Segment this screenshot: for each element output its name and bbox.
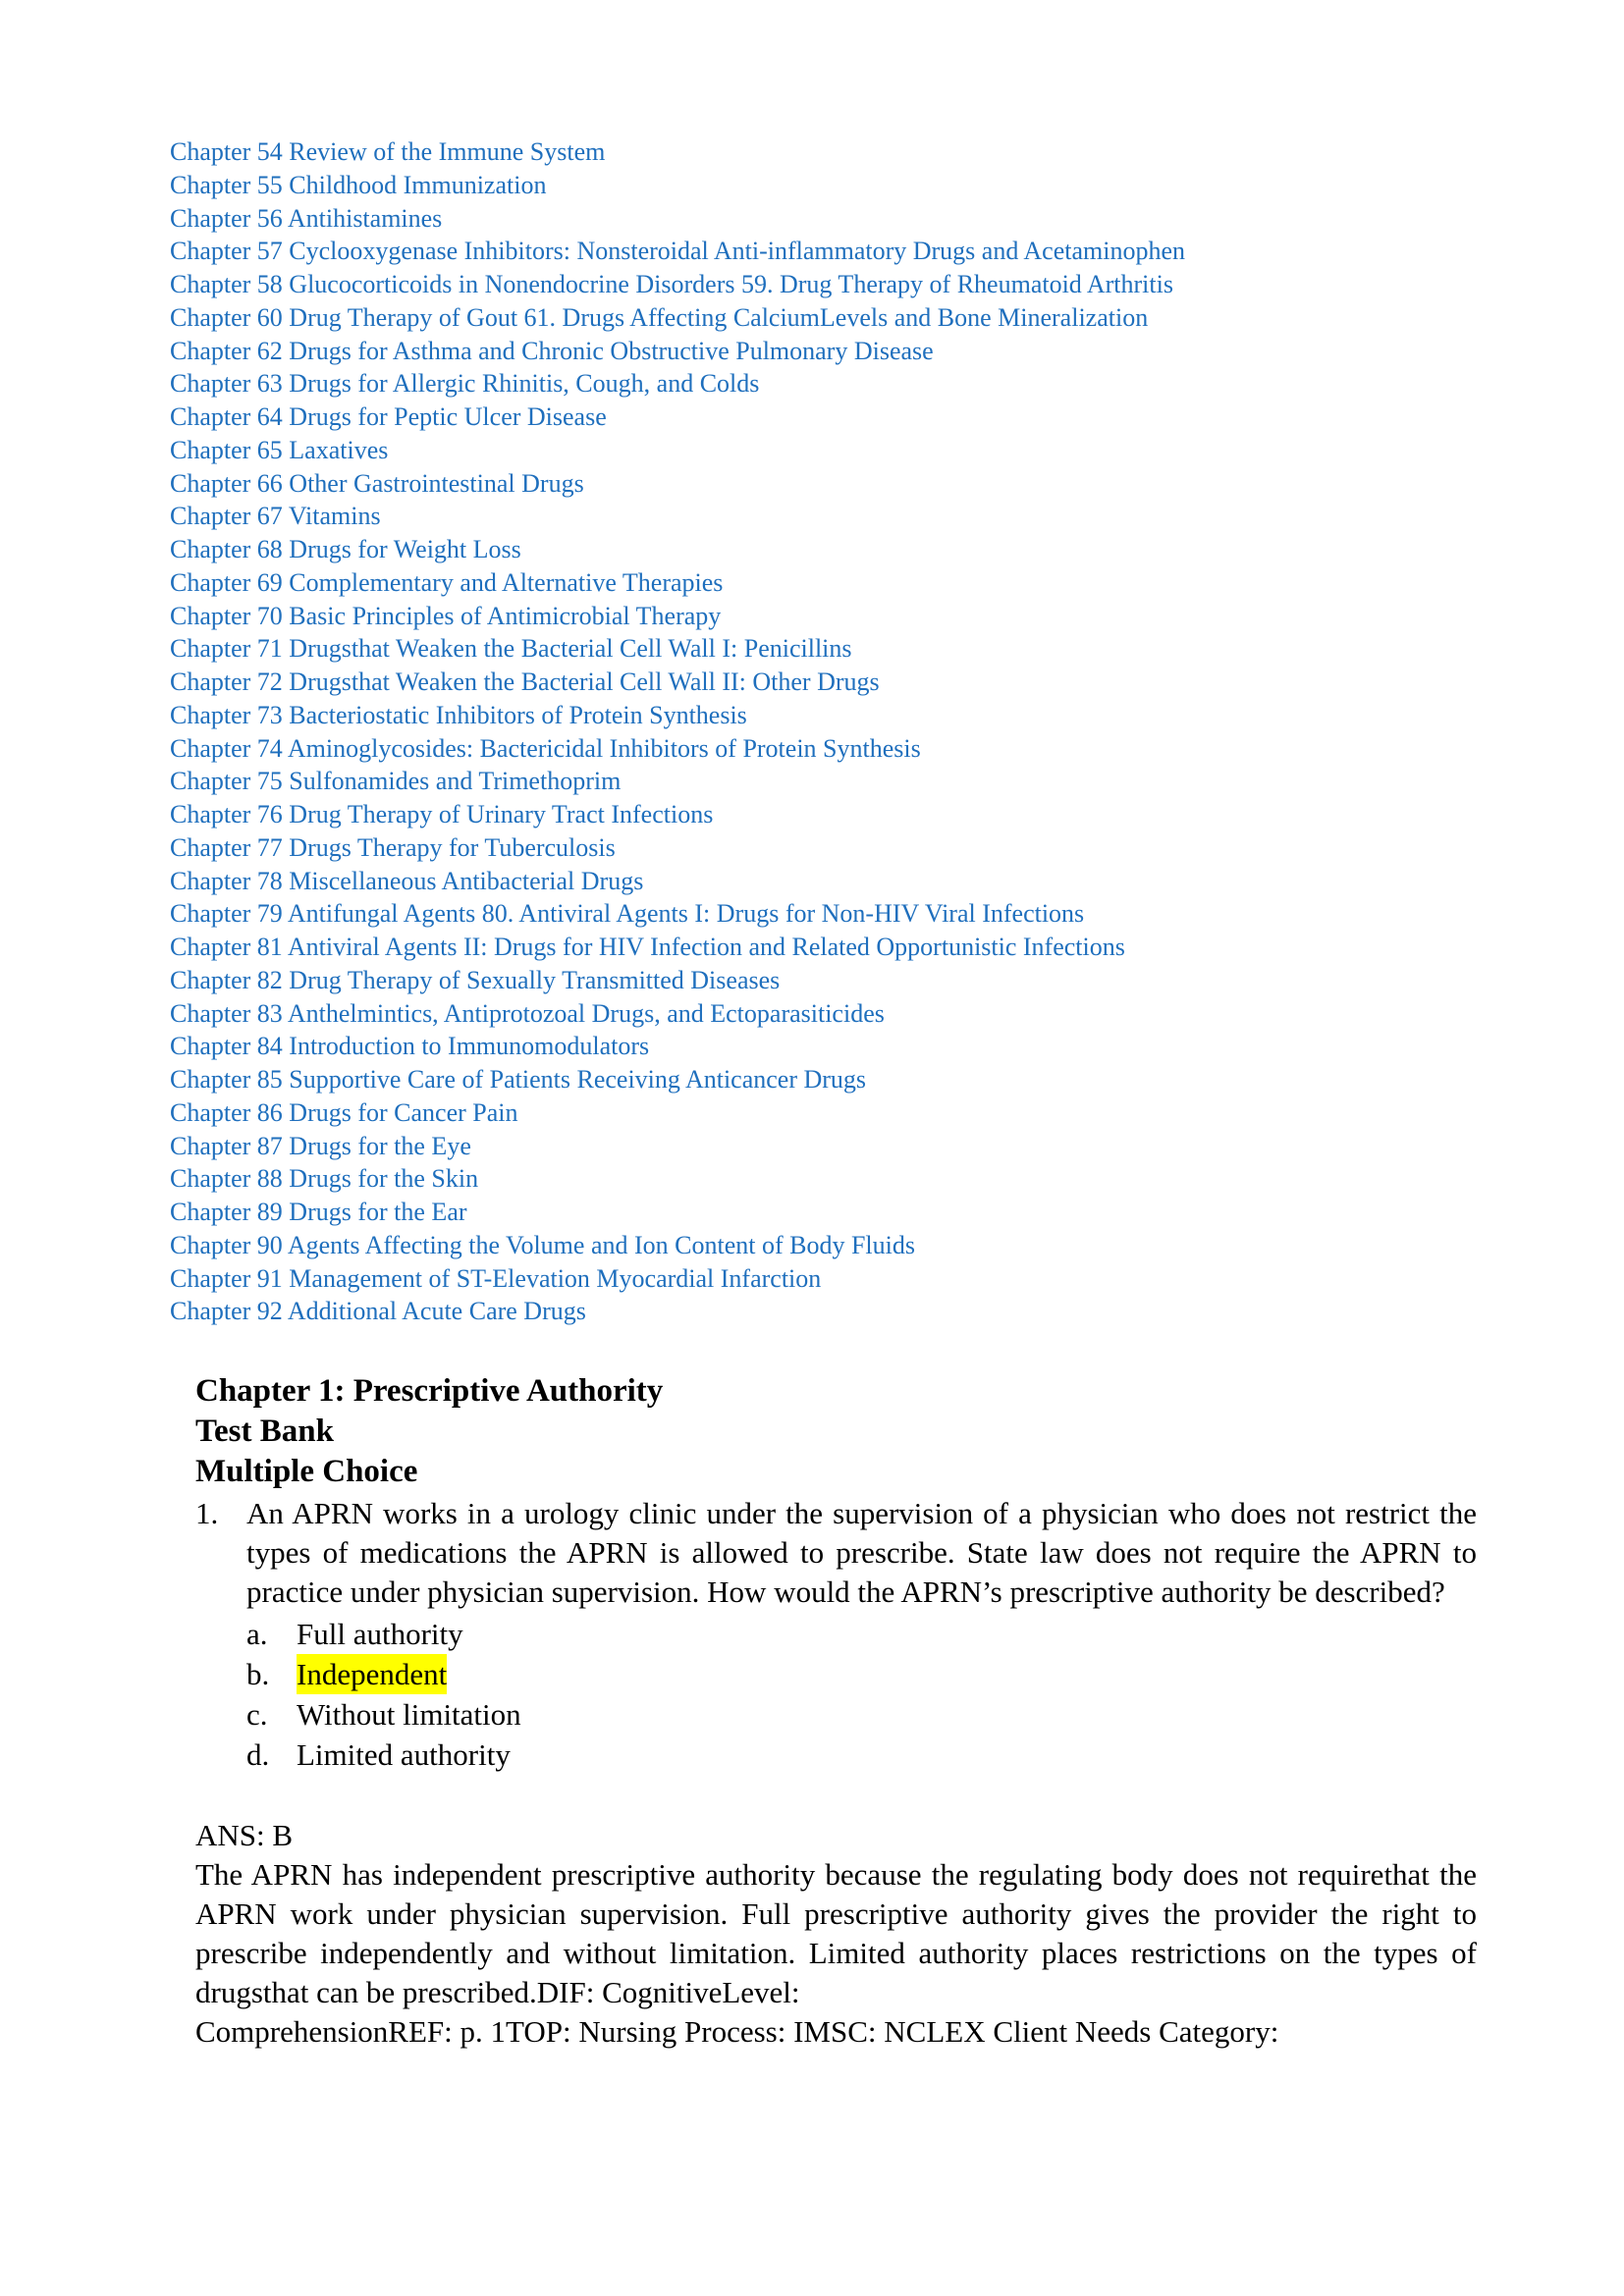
option-letter: d. bbox=[246, 1737, 270, 1772]
toc-item bbox=[170, 1262, 1525, 1296]
answer-rationale: The APRN has independent prescriptive authority because the regulating body does not requirethat the APRN work under physician supervision. Full prescriptive authority gives the provider the right to prescribe independently and without limitation. Limited authority places restrictions on the types of drugsthat can be prescribed.DIF: CognitiveLevel: bbox=[195, 1857, 1477, 2009]
option-text: Without limitation bbox=[297, 1697, 521, 1732]
toc-item bbox=[170, 1196, 1525, 1229]
option-text: Full authority bbox=[297, 1617, 463, 1651]
toc-link[interactable]: Chapter 75 Sulfonamides and Trimethoprim bbox=[170, 767, 622, 796]
toc-item bbox=[170, 533, 1525, 566]
chapter-title: Chapter 1: Prescriptive Authority bbox=[195, 1373, 664, 1409]
toc-item bbox=[170, 169, 1525, 202]
toc-item bbox=[170, 600, 1525, 633]
toc-link[interactable]: Chapter 68 Drugs for Weight Loss bbox=[170, 535, 521, 563]
toc-item bbox=[170, 467, 1525, 501]
toc-item bbox=[170, 765, 1525, 798]
toc-link[interactable]: Chapter 69 Complementary and Alternative Therapies bbox=[170, 567, 724, 597]
toc-item bbox=[170, 202, 1525, 236]
toc-item bbox=[170, 964, 1525, 997]
toc-item bbox=[170, 1130, 1525, 1163]
toc-item bbox=[170, 666, 1525, 699]
toc-link[interactable]: Chapter 88 Drugs for the Skin bbox=[170, 1164, 479, 1194]
toc-link[interactable]: Chapter 92 Additional Acute Care Drugs bbox=[170, 1297, 586, 1326]
toc-link[interactable]: Chapter 90 Agents Affecting the Volume and Ion Content of Body Fluids bbox=[170, 1230, 916, 1259]
toc-link[interactable]: Chapter 60 Drug Therapy of Gout 61. Drugs Affecting CalciumLevels and Bone Mineralization bbox=[170, 302, 1149, 332]
toc-item bbox=[170, 301, 1525, 335]
toc-link[interactable]: Chapter 65 Laxatives bbox=[170, 435, 389, 464]
toc-item bbox=[170, 831, 1525, 865]
toc-item bbox=[170, 500, 1525, 533]
toc-link[interactable]: Chapter 54 Review of the Immune System bbox=[170, 137, 606, 166]
toc-item bbox=[170, 235, 1525, 268]
toc-item bbox=[170, 931, 1525, 964]
toc-item bbox=[170, 997, 1525, 1031]
toc-item bbox=[170, 566, 1525, 600]
toc-item bbox=[170, 268, 1525, 301]
toc-item bbox=[170, 335, 1525, 368]
toc-link[interactable]: Chapter 76 Drug Therapy of Urinary Tract Infections bbox=[170, 800, 714, 828]
toc-item bbox=[170, 434, 1525, 467]
toc-link[interactable]: Chapter 91 Management of ST-Elevation Myocardial Infarction bbox=[170, 1263, 822, 1293]
toc-link[interactable]: Chapter 86 Drugs for Cancer Pain bbox=[170, 1097, 518, 1127]
toc-item bbox=[170, 1096, 1525, 1130]
table-of-contents bbox=[170, 135, 1525, 1328]
answer-option bbox=[195, 1654, 1477, 1694]
toc-link[interactable]: Chapter 62 Drugs for Asthma and Chronic Obstructive Pulmonary Disease bbox=[170, 336, 934, 365]
toc-item bbox=[170, 865, 1525, 898]
toc-link[interactable]: Chapter 79 Antifungal Agents 80. Antiviral Agents I: Drugs for Non-HIV Viral Infections bbox=[170, 899, 1085, 929]
toc-link[interactable]: Chapter 66 Other Gastrointestinal Drugs bbox=[170, 468, 584, 498]
question-type-heading: Multiple Choice bbox=[195, 1454, 418, 1489]
toc-link[interactable]: Chapter 83 Anthelmintics, Antiprotozoal Drugs, and Ectoparasiticides bbox=[170, 998, 885, 1028]
toc-item bbox=[170, 1063, 1525, 1096]
answer-metadata: ComprehensionREF: p. 1TOP: Nursing Process: IMSC: NCLEX Client Needs Category: bbox=[195, 2014, 1279, 2049]
toc-link[interactable]: Chapter 63 Drugs for Allergic Rhinitis, Cough, and Colds bbox=[170, 369, 760, 399]
toc-link[interactable]: Chapter 89 Drugs for the Ear bbox=[170, 1198, 467, 1226]
section-subtitle: Test Bank bbox=[195, 1414, 334, 1449]
toc-item bbox=[170, 699, 1525, 732]
question-item bbox=[195, 1494, 1477, 1775]
question-number: 1. bbox=[195, 1496, 219, 1530]
toc-item bbox=[170, 135, 1525, 169]
option-letter: c. bbox=[246, 1697, 268, 1732]
question-section bbox=[195, 1371, 1477, 2052]
toc-item bbox=[170, 400, 1525, 434]
toc-link[interactable]: Chapter 64 Drugs for Peptic Ulcer Disease bbox=[170, 402, 607, 431]
toc-link[interactable]: Chapter 73 Bacteriostatic Inhibitors of Protein Synthesis bbox=[170, 700, 747, 729]
toc-item bbox=[170, 897, 1525, 931]
question-text: An APRN works in a urology clinic under the supervision of a physician who does not restrict the types of medications the APRN is allowed to prescribe. State law does not require the APRN to practice under physician supervision. How would the APRN’s prescriptive authority be described? bbox=[246, 1496, 1477, 1609]
toc-link[interactable]: Chapter 57 Cyclooxygenase Inhibitors: Nonsteroidal Anti-inflammatory Drugs and Acetaminophen bbox=[170, 237, 1186, 266]
answer-option bbox=[195, 1694, 1477, 1735]
toc-link[interactable]: Chapter 82 Drug Therapy of Sexually Transmitted Diseases bbox=[170, 965, 781, 994]
option-letter: b. bbox=[246, 1657, 270, 1691]
toc-link[interactable]: Chapter 71 Drugsthat Weaken the Bacterial Cell Wall I: Penicillins bbox=[170, 634, 852, 664]
toc-item bbox=[170, 632, 1525, 666]
toc-link[interactable]: Chapter 56 Antihistamines bbox=[170, 203, 443, 233]
toc-item bbox=[170, 732, 1525, 766]
answer-option bbox=[195, 1614, 1477, 1654]
toc-link[interactable]: Chapter 77 Drugs Therapy for Tuberculosis bbox=[170, 832, 616, 862]
toc-link[interactable]: Chapter 81 Antiviral Agents II: Drugs for HIV Infection and Related Opportunistic Infections bbox=[170, 933, 1125, 961]
toc-link[interactable]: Chapter 78 Miscellaneous Antibacterial Drugs bbox=[170, 866, 644, 895]
toc-item bbox=[170, 367, 1525, 400]
toc-link[interactable]: Chapter 67 Vitamins bbox=[170, 502, 381, 531]
answer-option bbox=[195, 1735, 1477, 1775]
toc-link[interactable]: Chapter 55 Childhood Immunization bbox=[170, 170, 547, 199]
toc-item bbox=[170, 1162, 1525, 1196]
toc-link[interactable]: Chapter 87 Drugs for the Eye bbox=[170, 1131, 471, 1160]
answer-key: ANS: B bbox=[195, 1818, 294, 1852]
toc-link[interactable]: Chapter 58 Glucocorticoids in Nonendocrine Disorders 59. Drug Therapy of Rheumatoid Arthritis bbox=[170, 270, 1173, 298]
toc-link[interactable]: Chapter 84 Introduction to Immunomodulators bbox=[170, 1032, 650, 1061]
toc-link[interactable]: Chapter 72 Drugsthat Weaken the Bacterial Cell Wall II: Other Drugs bbox=[170, 667, 880, 696]
answer-options bbox=[195, 1614, 1477, 1775]
toc-link[interactable]: Chapter 74 Aminoglycosides: Bactericidal Inhibitors of Protein Synthesis bbox=[170, 733, 921, 763]
toc-item bbox=[170, 1229, 1525, 1262]
option-text-highlighted: Independent bbox=[297, 1654, 447, 1694]
toc-item bbox=[170, 798, 1525, 831]
toc-link[interactable]: Chapter 70 Basic Principles of Antimicrobial Therapy bbox=[170, 601, 722, 630]
option-letter: a. bbox=[246, 1617, 268, 1651]
toc-item bbox=[170, 1295, 1525, 1328]
toc-item bbox=[170, 1030, 1525, 1063]
option-text: Limited authority bbox=[297, 1737, 511, 1772]
toc-link[interactable]: Chapter 85 Supportive Care of Patients Receiving Anticancer Drugs bbox=[170, 1065, 867, 1094]
